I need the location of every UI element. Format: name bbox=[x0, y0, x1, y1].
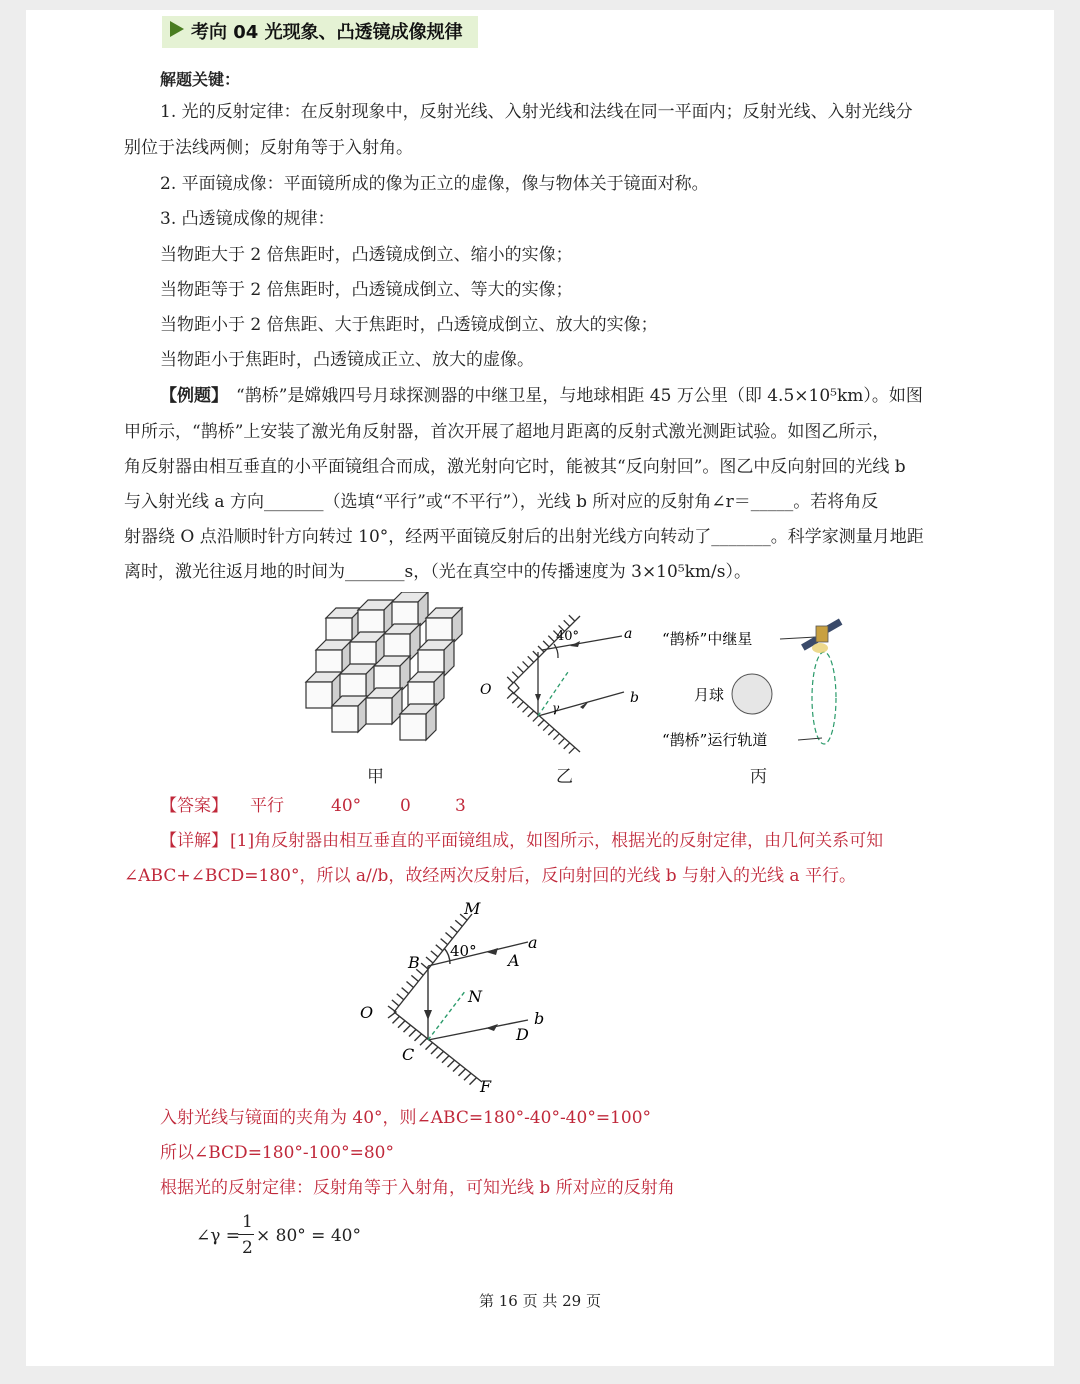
satellite-icon bbox=[801, 619, 842, 653]
yi-gamma-label: γ bbox=[552, 701, 560, 715]
formula-left: ∠γ = bbox=[196, 1226, 241, 1246]
calc-step-3: 根据光的反射定律：反射角等于入射角，可知光线 b 所对应的反射角 bbox=[160, 1178, 675, 1198]
formula-denominator: 2 bbox=[242, 1238, 253, 1258]
yi-angle-label: 40° bbox=[556, 629, 580, 644]
rule-2: 当物距等于 2 倍焦距时，凸透镜成倒立、等大的实像； bbox=[160, 280, 573, 300]
key-label: 解题关键： bbox=[160, 70, 241, 89]
orbit-ellipse bbox=[812, 652, 836, 744]
point-f-label: F bbox=[480, 1077, 492, 1096]
fig2-angle-label: 40° bbox=[450, 942, 477, 960]
calc-step-1: 入射光线与镜面的夹角为 40°，则∠ABC=180°-40°-40°=100° bbox=[160, 1108, 652, 1128]
yi-ray-b-label: b bbox=[630, 690, 639, 706]
caption-bing: 丙 bbox=[750, 767, 767, 787]
detail-label: 【详解】 bbox=[160, 831, 228, 851]
formula-right: × 80° = 40° bbox=[256, 1226, 361, 1246]
answer-value-2: 40° bbox=[331, 796, 362, 816]
rule-1: 当物距大于 2 倍焦距时，凸透镜成倒立、缩小的实像； bbox=[160, 245, 573, 265]
key-point-1a: 1. 光的反射定律：在反射现象中，反射光线、入射光线和法线在同一平面内；反射光线、入射光线分 bbox=[160, 102, 913, 122]
example-label: 【例题】 bbox=[160, 386, 228, 406]
triangle-bullet-icon bbox=[170, 21, 184, 37]
point-m-label: M bbox=[464, 899, 481, 918]
ray-a-label: a bbox=[528, 933, 538, 952]
answer-value-1: 平行 bbox=[250, 796, 284, 816]
detail-line-2: ∠ABC+∠BCD=180°，所以 a//b，故经两次反射后，反向射回的光线 b 与射入的光线 a 平行。 bbox=[124, 866, 856, 886]
point-a-upper-label: A bbox=[508, 951, 520, 970]
example-line-6: 离时，激光往返月地的时间为_______s，（光在真空中的传播速度为 3×10⁵km/s）。 bbox=[124, 562, 752, 582]
angle-geometry-diagram bbox=[352, 894, 572, 1098]
key-point-1b: 别位于法线两侧；反射角等于入射角。 bbox=[124, 138, 413, 158]
key-point-2: 2. 平面镜成像：平面镜所成的像为正立的虚像，像与物体关于镜面对称。 bbox=[160, 174, 709, 194]
formula-numerator: 1 bbox=[242, 1212, 253, 1232]
relay-satellite-diagram bbox=[656, 604, 856, 756]
example-line-4: 与入射光线 a 方向_______（选填“平行”或“不平行”），光线 b 所对应的反射角∠r＝_____。若将角反 bbox=[124, 492, 879, 512]
example-line-1: “鹊桥”是嫦娥四号月球探测器的中继卫星，与地球相距 45 万公里（即 4.5×10⁵km）。如图 bbox=[236, 386, 923, 406]
bing-satellite-label: “鹊桥”中继星 bbox=[662, 630, 753, 648]
answer-value-3: 0 bbox=[400, 796, 411, 816]
rule-4: 当物距小于焦距时，凸透镜成正立、放大的虚像。 bbox=[160, 350, 534, 370]
answer-value-4: 3 bbox=[455, 796, 466, 816]
calc-step-2: 所以∠BCD=180°-100°=80° bbox=[160, 1143, 394, 1163]
answer-label: 【答案】 bbox=[160, 796, 228, 816]
example-line-5: 射器绕 O 点沿顺时针方向转过 10°，经两平面镜反射后的出射光线方向转动了_______。科学家测量月地距 bbox=[124, 527, 924, 547]
example-line-2: 甲所示，“鹊桥”上安装了激光角反射器，首次开展了超地月距离的反射式激光测距试验。如图乙所示， bbox=[124, 422, 890, 442]
point-d-label: D bbox=[516, 1025, 529, 1044]
ray-b-label: b bbox=[534, 1009, 545, 1028]
rule-3: 当物距小于 2 倍焦距、大于焦距时，凸透镜成倒立、放大的实像； bbox=[160, 315, 658, 335]
bing-moon-label: 月球 bbox=[694, 686, 725, 704]
key-point-3: 3. 凸透镜成像的规律： bbox=[160, 209, 335, 229]
point-c-label: C bbox=[402, 1045, 415, 1064]
fraction-bar bbox=[238, 1234, 254, 1235]
corner-reflector-diagram bbox=[472, 596, 652, 760]
yi-point-o-label: O bbox=[480, 682, 492, 698]
caption-yi: 乙 bbox=[556, 767, 573, 787]
cube-reflector-figure bbox=[296, 592, 468, 752]
point-n-label: N bbox=[468, 987, 482, 1006]
section-title: 考向 04 光现象、凸透镜成像规律 bbox=[191, 22, 463, 43]
point-b-label: B bbox=[408, 953, 420, 972]
moon-icon bbox=[732, 674, 772, 714]
detail-line-1: [1]角反射器由相互垂直的平面镜组成，如图所示，根据光的反射定律，由几何关系可知 bbox=[230, 831, 884, 851]
bing-orbit-label: “鹊桥”运行轨道 bbox=[662, 731, 768, 749]
page-footer: 第 16 页 共 29 页 bbox=[478, 1292, 601, 1310]
caption-jia: 甲 bbox=[367, 767, 384, 787]
point-o-label: O bbox=[360, 1003, 374, 1022]
example-line-3: 角反射器由相互垂直的小平面镜组合而成，激光射向它时，能被其“反向射回”。图乙中反向射回的光线 b bbox=[124, 457, 906, 477]
yi-ray-a-label: a bbox=[624, 626, 633, 642]
